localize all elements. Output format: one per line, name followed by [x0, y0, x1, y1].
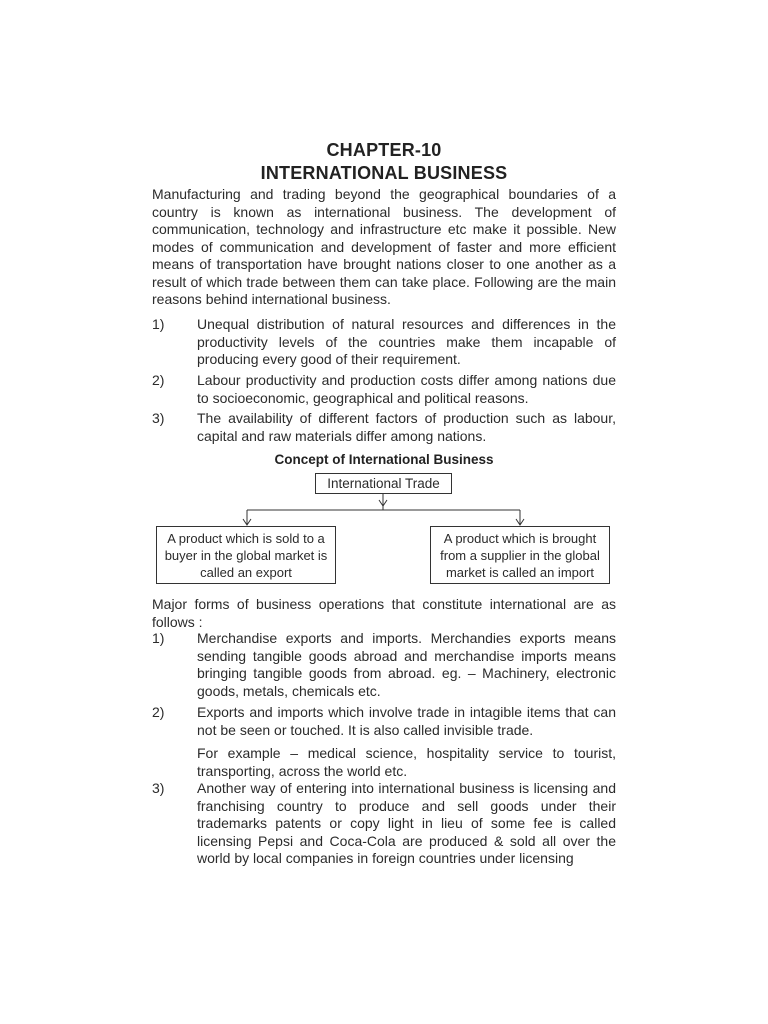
concept-diagram-title: Concept of International Business	[274, 452, 494, 467]
reason-item-2	[152, 372, 616, 407]
international-trade-box: International Trade	[315, 473, 452, 494]
form-text: Merchandise exports and imports. Merchandies exports means sending tangible goods abroad and merchandise imports means bringing tangible goods from abroad. eg. – Machinery, electronic goods, metals, chemicals etc.	[197, 630, 616, 699]
forms-intro-paragraph: Major forms of business operations that constitute international are as follows :	[152, 596, 616, 630]
reason-text: The availability of different factors of production such as labour, capital and raw materials differ among nations.	[197, 410, 616, 444]
form-text: Another way of entering into international business is licensing and franchising country to produce and sell goods under their trademarks patents or copy light in lieu of some fee is called licensing Pepsi and Coca-Cola are produced & sold all over the world by local companies in foreign countries under licensing	[197, 780, 616, 866]
form-number: 2)	[152, 704, 165, 720]
form-item-2	[152, 704, 616, 780]
reason-number: 2)	[152, 372, 165, 388]
intro-paragraph: Manufacturing and trading beyond the geographical boundaries of a country is known as international business. The development of communication, technology and infrastructure etc make it possible. New modes of communication and development of faster and more efficient means of transportation have brought nations closer to one another as a result of which trade between them can take place. Following are the main reasons behind international business.	[152, 186, 616, 307]
export-definition-box: A product which is sold to a buyer in the global market is called an export	[156, 526, 336, 584]
reason-text: Unequal distribution of natural resources and differences in the productivity levels of the countries make them incapable of producing every good of their requirement.	[197, 316, 616, 367]
form-item-3	[152, 780, 616, 868]
reason-number: 3)	[152, 410, 165, 426]
reason-item-1	[152, 316, 616, 369]
reason-item-3	[152, 410, 616, 445]
reason-number: 1)	[152, 316, 165, 332]
form-number: 1)	[152, 630, 165, 646]
form-example-text: For example – medical science, hospitality service to tourist, transporting, across the world etc.	[197, 745, 616, 779]
form-item-1	[152, 630, 616, 700]
form-text: Exports and imports which involve trade in intagible items that can not be seen or touched. It is also called invisible trade.	[197, 704, 616, 738]
import-definition-box: A product which is brought from a supplier in the global market is called an import	[430, 526, 610, 584]
reason-text: Labour productivity and production costs differ among nations due to socioeconomic, geographical and political reasons.	[197, 372, 616, 406]
chapter-number: CHAPTER-10	[326, 140, 442, 160]
form-number: 3)	[152, 780, 165, 796]
chapter-title: INTERNATIONAL BUSINESS	[260, 163, 508, 183]
